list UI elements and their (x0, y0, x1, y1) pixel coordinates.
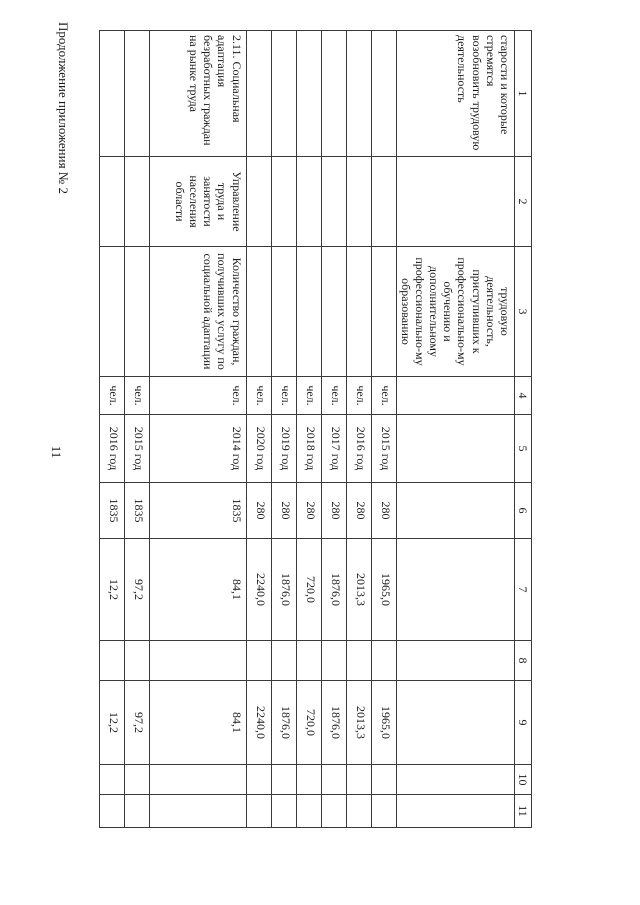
executor-cell: Управление труда и занятости населения области (149, 157, 246, 247)
plan-value-cell: 1876,0 (321, 539, 346, 641)
empty-cell (396, 765, 514, 795)
unit-cell: чел. (246, 377, 271, 415)
base-value-cell: 280 (296, 483, 321, 539)
empty-cell (396, 641, 514, 681)
col-number-5: 5 (514, 415, 531, 483)
table-wrapper (107, 30, 532, 827)
empty-cell (321, 31, 346, 157)
base-value-cell: 280 (321, 483, 346, 539)
program-indicators-table (99, 30, 532, 828)
base-value-cell: 280 (371, 483, 396, 539)
fact-value-cell: 2013,3 (346, 681, 371, 765)
fact-value-cell: 2240,0 (246, 681, 271, 765)
year-cell: 2017 год (321, 415, 346, 483)
empty-cell (296, 795, 321, 828)
empty-cell (321, 157, 346, 247)
col-number-1: 1 (514, 31, 531, 157)
empty-cell (346, 765, 371, 795)
base-value-cell: 280 (246, 483, 271, 539)
empty-cell (271, 765, 296, 795)
column-number-header (514, 31, 531, 828)
empty-cell (246, 247, 271, 377)
empty-cell (99, 765, 124, 795)
col-number-4: 4 (514, 377, 531, 415)
empty-cell (396, 539, 514, 641)
table-row (346, 31, 371, 828)
empty-cell (124, 247, 149, 377)
table-row (296, 31, 321, 828)
fact-value-cell: 12,2 (99, 681, 124, 765)
col-number-8: 8 (514, 641, 531, 681)
table-row (371, 31, 396, 828)
plan-value-cell: 97,2 (124, 539, 149, 641)
fact-value-cell: 84,1 (149, 681, 246, 765)
plan-value-cell: 12,2 (99, 539, 124, 641)
fact-value-cell: 1965,0 (371, 681, 396, 765)
empty-cell (396, 483, 514, 539)
col-number-10: 10 (514, 765, 531, 795)
empty-cell (124, 765, 149, 795)
col-number-7: 7 (514, 539, 531, 641)
executor-cell (396, 157, 514, 247)
plan-value-cell: 84,1 (149, 539, 246, 641)
empty-cell (321, 247, 346, 377)
empty-cell (99, 31, 124, 157)
plan-value-cell: 1876,0 (271, 539, 296, 641)
empty-cell (246, 765, 271, 795)
unit-cell: чел. (99, 377, 124, 415)
year-cell: 2016 год (99, 415, 124, 483)
empty-cell (246, 641, 271, 681)
empty-cell (124, 157, 149, 247)
empty-cell (271, 31, 296, 157)
empty-cell (346, 31, 371, 157)
page-number: 11 (49, 445, 64, 459)
empty-cell (271, 247, 296, 377)
table-row (271, 31, 296, 828)
fact-value-cell: 1876,0 (271, 681, 296, 765)
unit-cell: чел. (271, 377, 296, 415)
empty-cell (371, 247, 396, 377)
col-number-2: 2 (514, 157, 531, 247)
empty-cell (271, 795, 296, 828)
unit-cell: чел. (149, 377, 246, 415)
table-row (321, 31, 346, 828)
unit-cell: чел. (296, 377, 321, 415)
empty-cell (99, 795, 124, 828)
rotated-table-container (107, 30, 532, 827)
table-row (149, 31, 246, 828)
col-number-6: 6 (514, 483, 531, 539)
empty-cell (246, 795, 271, 828)
year-cell: 2020 год (246, 415, 271, 483)
unit-cell: чел. (321, 377, 346, 415)
year-cell: 2019 год (271, 415, 296, 483)
empty-cell (396, 377, 514, 415)
base-value-cell: 280 (271, 483, 296, 539)
empty-cell (149, 641, 246, 681)
year-cell: 2015 год (124, 415, 149, 483)
empty-cell (296, 765, 321, 795)
measure-name-cell: старости и которые стремятся возобновить трудовую деятельность (396, 31, 514, 157)
unit-cell: чел. (124, 377, 149, 415)
empty-cell (371, 765, 396, 795)
col-number-3: 3 (514, 247, 531, 377)
table-row (99, 31, 124, 828)
base-value-cell: 1835 (124, 483, 149, 539)
year-cell: 2018 год (296, 415, 321, 483)
empty-cell (321, 765, 346, 795)
empty-cell (149, 795, 246, 828)
plan-value-cell: 2240,0 (246, 539, 271, 641)
empty-cell (296, 247, 321, 377)
fact-value-cell: 97,2 (124, 681, 149, 765)
year-cell: 2016 год (346, 415, 371, 483)
empty-cell (321, 641, 346, 681)
plan-value-cell: 1965,0 (371, 539, 396, 641)
empty-cell (371, 795, 396, 828)
base-value-cell: 280 (346, 483, 371, 539)
plan-value-cell: 2013,3 (346, 539, 371, 641)
empty-cell (246, 157, 271, 247)
empty-cell (371, 157, 396, 247)
table-row (124, 31, 149, 828)
empty-cell (296, 31, 321, 157)
plan-value-cell: 720,0 (296, 539, 321, 641)
empty-cell (346, 795, 371, 828)
empty-cell (124, 795, 149, 828)
year-cell: 2015 год (371, 415, 396, 483)
base-value-cell: 1835 (149, 483, 246, 539)
empty-cell (396, 681, 514, 765)
col-number-9: 9 (514, 681, 531, 765)
col-number-11: 11 (514, 795, 531, 828)
empty-cell (271, 641, 296, 681)
indicator-name-cell: Количество граждан, получивших услугу по социальной адаптации (149, 247, 246, 377)
unit-cell: чел. (346, 377, 371, 415)
empty-cell (246, 31, 271, 157)
table-row (396, 31, 514, 828)
empty-cell (396, 415, 514, 483)
empty-cell (346, 247, 371, 377)
empty-cell (124, 31, 149, 157)
fact-value-cell: 1876,0 (321, 681, 346, 765)
empty-cell (99, 247, 124, 377)
unit-cell: чел. (371, 377, 396, 415)
empty-cell (271, 157, 296, 247)
measure-name-cell: 2.11. Социальная адаптация безработных граждан на рынке труда (149, 31, 246, 157)
continuation-caption: Продолжение приложения № 2 (56, 22, 71, 194)
empty-cell (346, 641, 371, 681)
fact-value-cell: 720,0 (296, 681, 321, 765)
empty-cell (396, 795, 514, 828)
empty-cell (99, 157, 124, 247)
empty-cell (346, 157, 371, 247)
empty-cell (296, 157, 321, 247)
empty-cell (296, 641, 321, 681)
year-cell: 2014 год (149, 415, 246, 483)
empty-cell (99, 641, 124, 681)
base-value-cell: 1835 (99, 483, 124, 539)
empty-cell (371, 31, 396, 157)
empty-cell (321, 795, 346, 828)
indicator-name-cell: трудовую деятельность, приступивших к профессионально-му обучению и дополнительному профессионально-му образованию (396, 247, 514, 377)
table-row (246, 31, 271, 828)
empty-cell (149, 765, 246, 795)
empty-cell (124, 641, 149, 681)
empty-cell (371, 641, 396, 681)
